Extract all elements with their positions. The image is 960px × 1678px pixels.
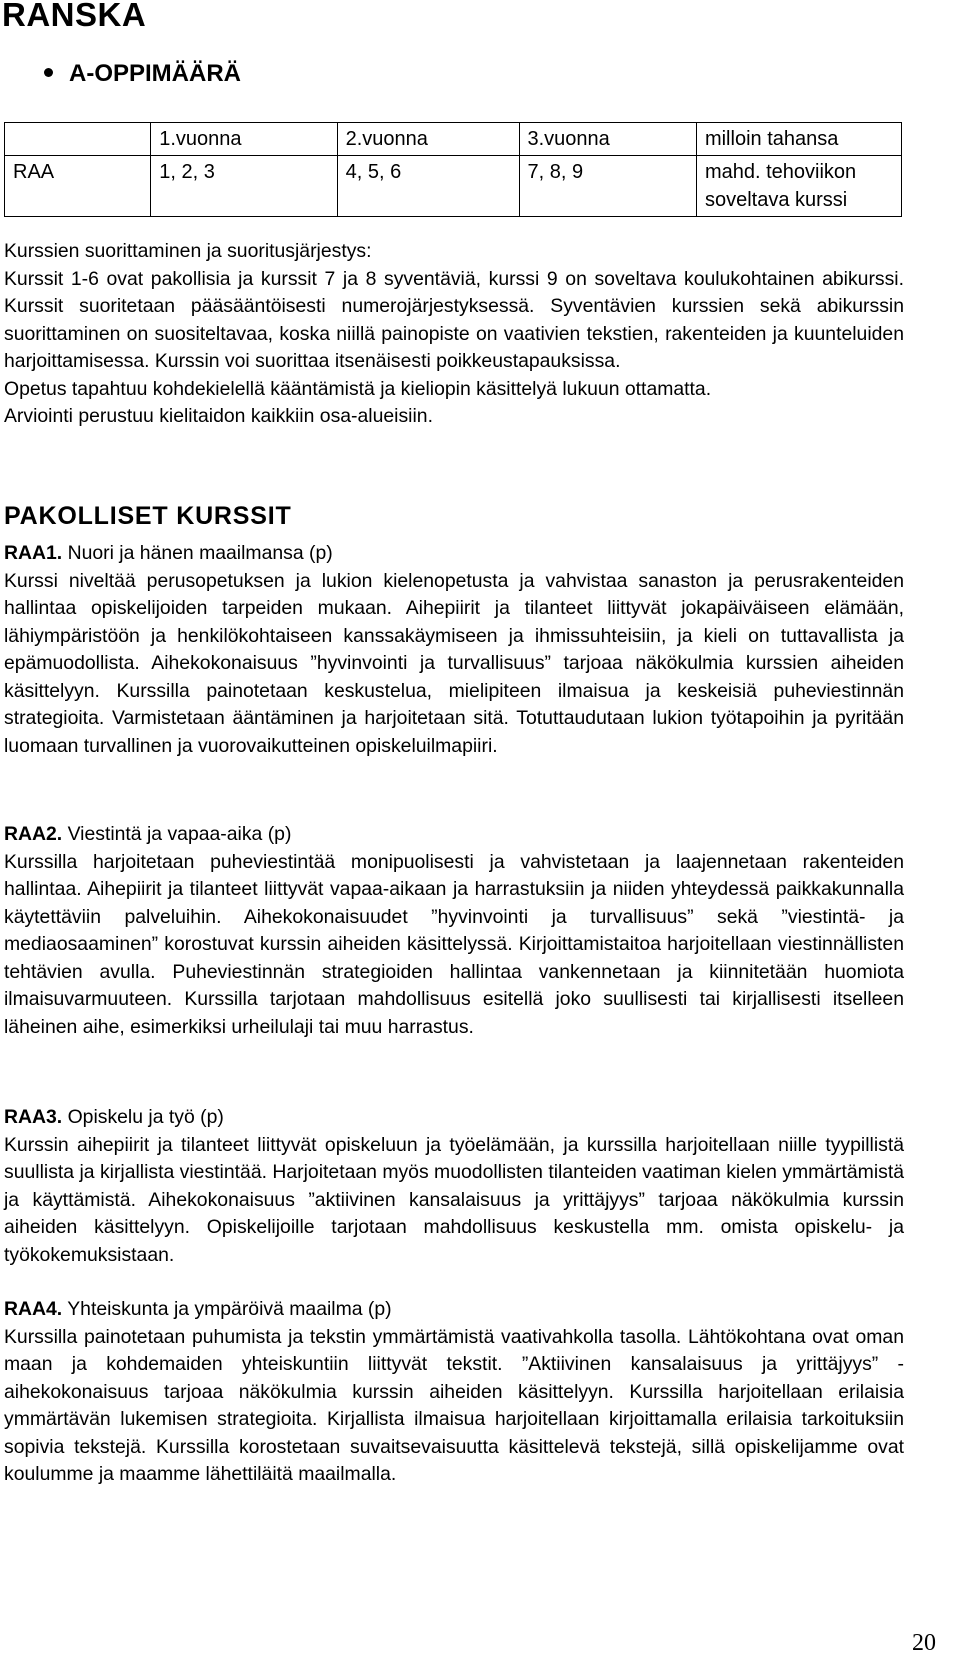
- section-heading: PAKOLLISET KURSSIT: [4, 502, 292, 530]
- intro-paragraph: Kurssit 1-6 ovat pakollisia ja kurssit 7 ja 8 syventäviä, kurssi 9 on soveltava koulukohtainen abikurssi. Kurssit suoritetaan pääsääntöisesti numerojärjestyksessä. Syventävien kurssien sekä abikurssin suorittaminen on suositeltavaa, koska niillä painopiste on vaativien tekstien, rakenteiden ja kuunteluiden harjoittamisessa. Kurssin voi suorittaa itsenäisesti poikkeustapauksissa.: [4, 267, 904, 372]
- table-cell: 3.vuonna: [519, 123, 696, 156]
- course-title: Viestintä ja vapaa-aika (p): [62, 823, 292, 845]
- page-title: RANSKA: [2, 0, 147, 33]
- course-description: Kurssin aihepiirit ja tilanteet liittyvät opiskeluun ja työelämään, ja kurssilla harjoitellaan niille tyypillistä suullista ja kirjallista viestintää. Harjoitetaan myös muodollisten tilanteiden vaatiman kielen ymmärtämistä ja käyttämistä. Aihekokonaisuus ”aktiivinen kansalaisuus ja yrittäjyys” tarjoaa näkökulmia kurssin aiheiden käsittelyyn. Opiskelijoille tarjotaan mahdollisuus keskustella mm. omista opiskelu- ja työkokemuksistaan.: [4, 1133, 904, 1266]
- table-cell: [5, 123, 151, 156]
- intro-line: Opetus tapahtuu kohdekielellä kääntämistä ja kieliopin käsittelyä lukuun ottamatta.: [4, 377, 712, 400]
- course-code: RAA4.: [4, 1298, 63, 1320]
- subtitle-bullet: [44, 60, 241, 88]
- bullet-icon: [44, 68, 53, 77]
- course-description: Kurssi niveltää perusopetuksen ja lukion kielenopetusta ja vahvistaa sanaston ja perusrakenteiden hallintaa opiskelijoiden tarpeiden mukaan. Aihepiirit ja tilanteet liittyvät jokapäiväiseen elämään, lähiympäristöön ja henkilökohtaiseen kanssakäymiseen ja ihmissuhteisiin, ja kieli on tuttavallista ja epämuodollista. Aihekokonaisuus ”hyvinvointi ja turvallisuus” tarjoaa näkökulmia kurssien aiheiden käsittelyyn. Kurssilla painotetaan keskustelua, mielipiteen ilmaisua ja keskeisiä puheviestinnän strategioita. Varmistetaan ääntäminen ja harjoitetaan sitä. Totuttaudutaan lukion työtapoihin ja pyritään luomaan turvallinen ja vuorovaikutteinen opiskeluilmapiiri.: [4, 569, 904, 757]
- course-code: RAA3.: [4, 1106, 63, 1128]
- course-description: Kurssilla painotetaan puhumista ja tekstin ymmärtämistä vaativahkolla tasolla. Lähtökohtana ovat oman maan ja kohdemaiden yhteiskuntiin liittyvät tekstit. ”Aktiivinen kansalaisuus ja yrittäjyys” -aihekokonaisuus tarjoaa näkökulmia kurssin aiheiden käsittelyyn. Kurssilla harjoitellaan erilaisia ymmärtävän lukemisen strategioita. Kirjallista ilmaisua harjoitellaan kirjoittamalla erilaisia tarkoituksiin sopivia tekstejä. Kurssilla korostetaan suvaitsevaisuutta käsittelevä tekstejä, sillä opiskelijamme ovat koulumme ja maamme lähettiläitä maailmalla.: [4, 1325, 904, 1485]
- subtitle: A-OPPIMÄÄRÄ: [69, 60, 241, 87]
- course-raa3: [4, 1104, 904, 1269]
- table-cell: mahd. tehoviikon soveltava kurssi: [696, 156, 901, 217]
- course-schedule-table: [4, 122, 902, 217]
- table-cell: 1.vuonna: [151, 123, 337, 156]
- table-header-row: [5, 123, 902, 156]
- course-raa4: [4, 1296, 904, 1489]
- table-cell: 1, 2, 3: [151, 156, 337, 217]
- intro-line: Kurssien suorittaminen ja suoritusjärjestys:: [4, 240, 372, 262]
- page-number: 20: [912, 1630, 936, 1656]
- table-cell: milloin tahansa: [696, 123, 901, 156]
- table-cell: 4, 5, 6: [337, 156, 519, 217]
- course-description: Kurssilla harjoitetaan puheviestintää monipuolisesti ja vahvistetaan ja laajennetaan rakenteiden hallintaa. Aihepiirit ja tilanteet liittyvät vapaa-aikaan ja harrastuksiin ja niiden yhteydessä paikkakunnalla käytettäviin palveluihin. Aihekokonaisuudet ”hyvinvointi ja turvallisuus” sekä ”viestintä- ja mediaosaaminen” korostuvat kurssin aiheiden käsittelyssä. Kirjoittamistaitoa harjoitellaan viestinnällisten tehtävien avulla. Puheviestinnän strategioiden hallintaa vankennetaan ja kiinnitetään huomiota ilmaisuvarmuuteen. Kurssilla tarjotaan mahdollisuus esitellä joko suullisesti tai kirjallisesti itselleen läheinen aihe, esimerkiksi urheilulaji tai muu harrastus.: [4, 850, 904, 1038]
- course-raa2: [4, 821, 904, 1041]
- course-title: Opiskelu ja työ (p): [62, 1106, 224, 1128]
- intro-line: Arviointi perustuu kielitaidon kaikkiin osa-alueisiin.: [4, 405, 433, 427]
- table-cell: 7, 8, 9: [519, 156, 696, 217]
- intro-section: [4, 238, 904, 431]
- course-title: Yhteiskunta ja ympäröivä maailma (p): [62, 1298, 392, 1320]
- table-row: [5, 156, 902, 217]
- course-code: RAA1.: [4, 542, 63, 564]
- course-title: Nuori ja hänen maailmansa (p): [62, 542, 333, 564]
- course-raa1: [4, 540, 904, 760]
- table-cell: RAA: [5, 156, 151, 217]
- course-code: RAA2.: [4, 823, 63, 845]
- table-cell: 2.vuonna: [337, 123, 519, 156]
